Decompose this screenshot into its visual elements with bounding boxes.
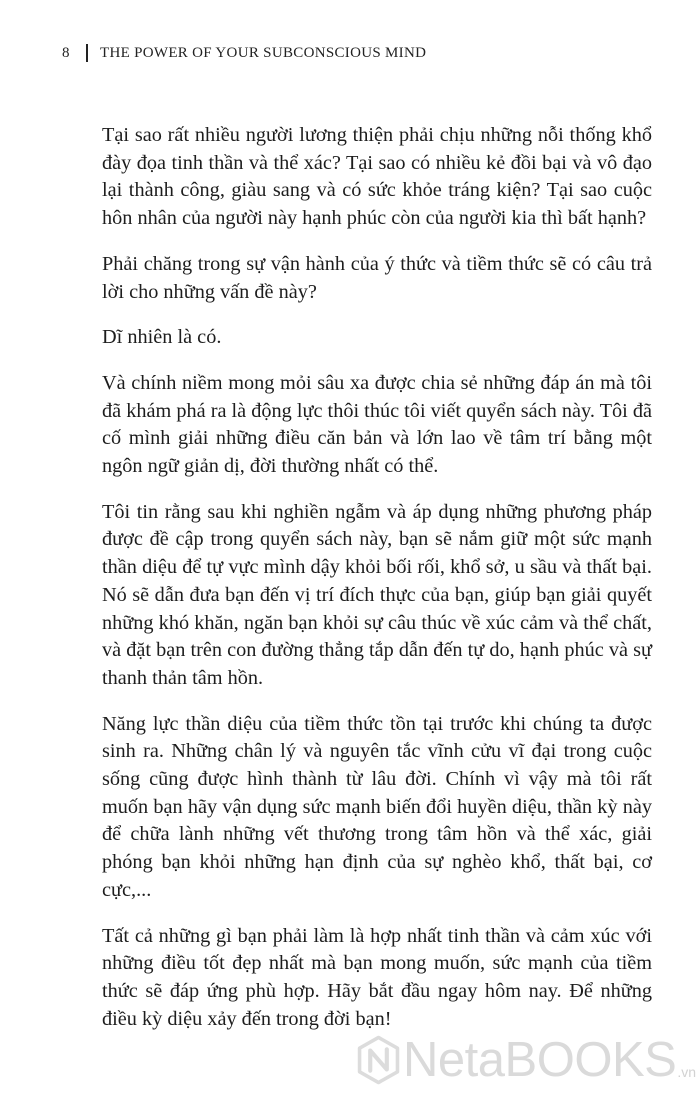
watermark-suffix: .vn [677, 1064, 696, 1080]
paragraph: Tôi tin rằng sau khi nghiền ngẫm và áp dụng những phương pháp được đề cập trong quyển sách này, bạn sẽ nắm giữ một sức mạnh thần diệu để tự vực mình dậy khỏi bối rối, khổ sở, u sầu và thất bại. Nó sẽ dẫn đưa bạn đến vị trí đích thực của bạn, giúp bạn giải quyết những khó khăn, ngăn bạn khỏi sự câu thúc về xúc cảm và thể chất, và đặt bạn trên con đường thẳng tắp dẫn đến tự do, hạnh phúc và sự thanh thản tâm hồn. [102, 500, 652, 689]
page-number: 8 [62, 44, 70, 61]
running-header [62, 40, 426, 66]
page-body [102, 122, 652, 1051]
netabooks-n-hexagon-icon [356, 1018, 401, 1102]
book-title: THE POWER OF YOUR SUBCONSCIOUS MIND [100, 44, 427, 61]
paragraph: Phải chăng trong sự vận hành của ý thức và tiềm thức sẽ có câu trả lời cho những vấn đề này? [102, 252, 652, 303]
paragraph: Tại sao rất nhiều người lương thiện phải chịu những nỗi thống khổ đày đọa tinh thần và thể xác? Tại sao có nhiều kẻ đồi bại và vô đạo lại thành công, giàu sang và có sức khỏe tráng kiện? Tại sao cuộc hôn nhân của người này hạnh phúc còn của người kia thì bất hạnh? [102, 124, 652, 230]
watermark [356, 1018, 696, 1102]
header-divider [86, 44, 88, 62]
paragraph: Năng lực thần diệu của tiềm thức tồn tại trước khi chúng ta được sinh ra. Những chân lý và nguyên tắc vĩnh cửu vĩ đại trong cuộc sống cũng được hình thành từ lâu đời. Chính vì vậy mà tôi rất muốn bạn hãy vận dụng sức mạnh biến đổi huyền diệu, thần kỳ này để chữa lành những vết thương trong tâm hồn và thể xác, giải phóng bạn khỏi những hạn định của sự nghèo khổ, thất bại, cơ cực,... [102, 712, 652, 901]
paragraph: Tất cả những gì bạn phải làm là hợp nhất tinh thần và cảm xúc với những điều tốt đẹp nhất mà bạn mong muốn, sức mạnh của tiềm thức sẽ đáp ứng phù hợp. Hãy bắt đầu ngay hôm nay. Để những điều kỳ diệu xảy đến trong đời bạn! [102, 924, 652, 1030]
watermark-text: NetaBOOKS [403, 1032, 677, 1087]
paragraph: Và chính niềm mong mỏi sâu xa được chia sẻ những đáp án mà tôi đã khám phá ra là động lực thôi thúc tôi viết quyển sách này. Tôi đã cố mình giải những điều căn bản và lớn lao về tâm trí bằng một ngôn ngữ giản dị, đời thường nhất có thể. [102, 371, 652, 478]
paragraph: Dĩ nhiên là có. [102, 326, 222, 349]
